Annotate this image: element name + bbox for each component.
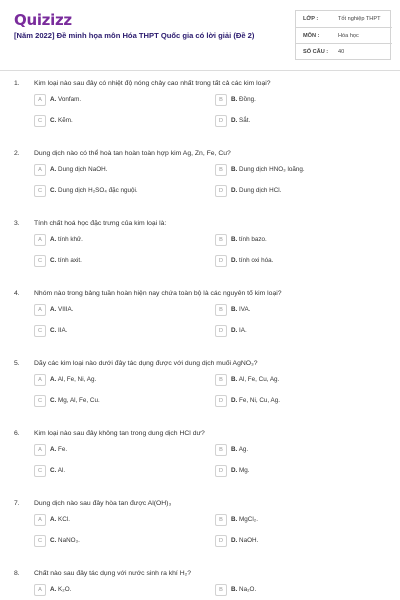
option-letter-box: D (215, 185, 227, 197)
option-body: Đồng. (237, 96, 256, 103)
option-body: Dung dịch H₂SO₄ đặc nguội. (56, 187, 138, 194)
option-letter-box: B (215, 304, 227, 316)
option-body: VIIIA. (56, 306, 74, 313)
option-body: Kẽm. (56, 117, 73, 124)
option-key: B. (231, 236, 238, 243)
option-letter-box: A (34, 374, 46, 386)
option-text (50, 306, 73, 313)
option-key: A. (50, 516, 57, 523)
option-key: C. (50, 397, 57, 404)
option-body: Fe, Ni, Cu, Ag. (237, 397, 281, 404)
option-letter-box: C (34, 115, 46, 127)
option-text (50, 467, 65, 474)
option-body: tính bazo. (237, 236, 267, 243)
meta-label: LỚP : (303, 16, 319, 22)
option-letter-box: A (34, 234, 46, 246)
question-text: Kim loại nào sau đây có nhiệt độ nóng chảy cao nhất trong tất cả các kim loại? (34, 80, 271, 87)
option-key: C. (50, 467, 57, 474)
option-body: Mg, Al, Fe, Cu. (56, 397, 100, 404)
option-letter-box: A (34, 514, 46, 526)
option-body: Vonfam. (56, 96, 82, 103)
option-key: D. (231, 257, 238, 264)
option-body: Fe. (56, 446, 68, 453)
option-letter-box: D (215, 535, 227, 547)
option-body: NaNO₃. (56, 537, 80, 544)
option-body: tính axit. (56, 257, 82, 264)
option-text (231, 537, 258, 544)
option-letter-box: D (215, 325, 227, 337)
option-letter-box: D (215, 255, 227, 267)
option-key: C. (50, 187, 57, 194)
option-body: Mg. (237, 467, 250, 474)
meta-info-box (295, 10, 391, 60)
meta-row-question-count (296, 43, 392, 59)
option-key: A. (50, 306, 57, 313)
option-text (231, 446, 248, 453)
option-key: D. (231, 397, 238, 404)
option-text (231, 376, 279, 383)
option-key: B. (231, 516, 238, 523)
meta-row-class (296, 11, 392, 27)
option-body: IVA. (237, 306, 251, 313)
option-text (50, 236, 83, 243)
option-body: Al, Fe, Ni, Ag. (56, 376, 97, 383)
option-key: D. (231, 327, 238, 334)
option-letter-box: B (215, 514, 227, 526)
option-letter-box: C (34, 185, 46, 197)
option-key: A. (50, 236, 57, 243)
option-text (50, 397, 100, 404)
option-text (231, 467, 250, 474)
question-text: Chất nào sau đây tác dụng với nước sinh ra khí H₂? (34, 570, 192, 577)
option-letter-box: D (215, 115, 227, 127)
meta-label: MÔN : (303, 33, 320, 39)
option-text (50, 446, 67, 453)
meta-row-subject (296, 27, 392, 43)
option-body: Dung dịch NaOH. (56, 166, 108, 173)
option-text (50, 376, 96, 383)
option-text (50, 257, 82, 264)
option-body: Dung dịch HNO₃ loãng. (237, 166, 305, 173)
option-body: tính oxi hóa. (237, 257, 274, 264)
option-body: IA. (237, 327, 247, 334)
option-letter-box: A (34, 94, 46, 106)
option-key: A. (50, 166, 57, 173)
option-body: Al, Fe, Cu, Ag. (237, 376, 280, 383)
question-number: 5. (14, 360, 20, 367)
option-text (50, 586, 71, 593)
option-letter-box: B (215, 374, 227, 386)
option-letter-box: C (34, 465, 46, 477)
option-letter-box: B (215, 234, 227, 246)
option-key: D. (231, 117, 238, 124)
option-text (50, 187, 138, 194)
option-text (231, 187, 281, 194)
option-text (50, 117, 73, 124)
option-body: Dung dịch HCl. (237, 187, 282, 194)
meta-label: SỐ CÂU : (303, 49, 329, 55)
option-letter-box: D (215, 465, 227, 477)
option-key: A. (50, 446, 57, 453)
option-letter-box: A (34, 584, 46, 596)
option-letter-box: C (34, 255, 46, 267)
option-body: K₂O. (56, 586, 72, 593)
question-text: Kim loại nào sau đây không tan trong dung dịch HCl dư? (34, 430, 205, 437)
option-text (231, 96, 256, 103)
option-key: B. (231, 306, 238, 313)
option-body: IIA. (56, 327, 68, 334)
option-key: B. (231, 446, 238, 453)
question-text: Dung dịch nào sau đây hòa tan được Al(OH)₃ (34, 500, 172, 507)
option-key: A. (50, 586, 57, 593)
option-text (231, 397, 280, 404)
option-text (231, 257, 273, 264)
option-text (50, 166, 107, 173)
option-key: B. (231, 96, 238, 103)
meta-value: 40 (338, 49, 345, 55)
question-number: 4. (14, 290, 20, 297)
option-key: B. (231, 376, 238, 383)
option-key: D. (231, 187, 238, 194)
option-key: C. (50, 117, 57, 124)
question-number: 7. (14, 500, 20, 507)
option-text (50, 537, 80, 544)
question-number: 3. (14, 220, 20, 227)
question-number: 8. (14, 570, 20, 577)
option-body: Ag. (237, 446, 249, 453)
question-number: 2. (14, 150, 20, 157)
question-text: Nhóm nào trong bảng tuần hoàn hiện nay chứa toàn bộ là các nguyên tố kim loại? (34, 290, 282, 297)
option-letter-box: B (215, 164, 227, 176)
option-body: Na₂O. (237, 586, 257, 593)
option-body: Sắt. (237, 117, 251, 124)
option-text (231, 516, 258, 523)
option-letter-box: A (34, 164, 46, 176)
option-key: B. (231, 166, 238, 173)
question-text: Tính chất hoá học đặc trưng của kim loại là: (34, 220, 167, 227)
option-body: MgCl₂. (237, 516, 258, 523)
option-text (231, 166, 305, 173)
option-body: Al. (56, 467, 66, 474)
page-title: [Năm 2022] Đề minh họa môn Hóa THPT Quốc gia có lời giải (Đề 2) (14, 31, 255, 40)
option-body: tính khử. (56, 236, 83, 243)
option-key: D. (231, 467, 238, 474)
option-key: D. (231, 537, 238, 544)
option-body: KCl. (56, 516, 70, 523)
header-divider (0, 70, 400, 71)
option-letter-box: C (34, 535, 46, 547)
option-letter-box: D (215, 395, 227, 407)
option-key: C. (50, 257, 57, 264)
question-number: 6. (14, 430, 20, 437)
option-letter-box: A (34, 304, 46, 316)
question-text: Dãy các kim loại nào dưới đây tác dụng được với dung dịch muối AgNO₃? (34, 360, 258, 367)
option-key: A. (50, 376, 57, 383)
option-body: NaOH. (237, 537, 259, 544)
option-key: B. (231, 586, 238, 593)
option-text (50, 96, 81, 103)
question-text: Dung dịch nào có thể hoà tan hoàn toàn hợp kim Ag, Zn, Fe, Cu? (34, 150, 231, 157)
option-text (231, 306, 251, 313)
option-text (50, 327, 68, 334)
option-key: A. (50, 96, 57, 103)
option-text (231, 117, 250, 124)
option-letter-box: C (34, 325, 46, 337)
option-letter-box: B (215, 94, 227, 106)
option-letter-box: B (215, 444, 227, 456)
option-key: C. (50, 327, 57, 334)
option-key: C. (50, 537, 57, 544)
option-text (231, 236, 267, 243)
option-text (231, 586, 256, 593)
quizizz-logo: Quizizz (14, 11, 72, 29)
meta-value: Tốt nghiệp THPT (338, 16, 381, 22)
option-letter-box: C (34, 395, 46, 407)
option-letter-box: B (215, 584, 227, 596)
option-text (50, 516, 70, 523)
meta-value: Hóa học (338, 33, 359, 39)
option-letter-box: A (34, 444, 46, 456)
question-number: 1. (14, 80, 20, 87)
option-text (231, 327, 247, 334)
